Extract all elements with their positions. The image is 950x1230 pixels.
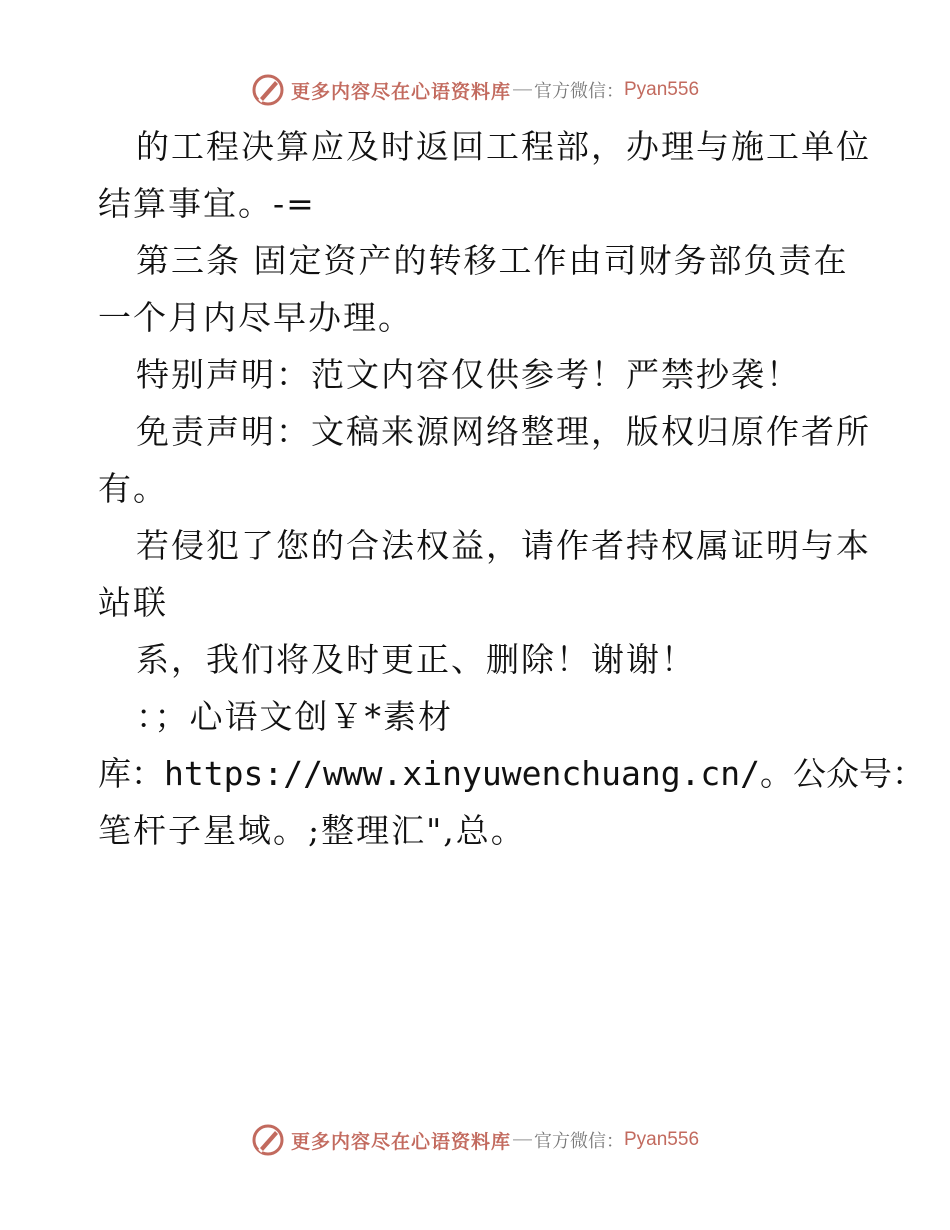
- header-banner: [0, 70, 950, 110]
- text-line: 特别声明：范文内容仅供参考！严禁抄袭！: [136, 355, 801, 394]
- quill-pen-logo-icon: [251, 1123, 285, 1157]
- banner-title: 更多内容尽在心语资料库: [290, 80, 511, 103]
- banner-wechat-id: Pyan556: [624, 79, 700, 100]
- text-line: 一个月内尽早办理。: [98, 298, 413, 337]
- footer-banner: [0, 1120, 950, 1160]
- banner-title: 更多内容尽在心语资料库: [290, 1130, 511, 1153]
- text-line: 结算事宜。-=: [98, 184, 316, 223]
- quill-pen-logo-icon: [251, 73, 285, 107]
- banner-dash: —: [513, 79, 532, 100]
- text-line: 第三条 固定资产的转移工作由司财务部负责在: [136, 241, 849, 280]
- text-line-url: 库：https://www.xinyuwenchuang.cn/。公众号：: [98, 754, 926, 793]
- text-line: 系，我们将及时更正、删除！谢谢！: [136, 640, 696, 679]
- banner-wechat-label: 官方微信：: [534, 81, 624, 102]
- text-line: 若侵犯了您的合法权益，请作者持权属证明与本: [136, 526, 871, 565]
- banner-dash: —: [513, 1129, 532, 1150]
- text-line: 有。: [98, 469, 168, 508]
- banner-wechat-id: Pyan556: [624, 1129, 700, 1150]
- banner-wechat-label: 官方微信：: [534, 1131, 624, 1152]
- text-line: 的工程决算应及时返回工程部，办理与施工单位: [136, 127, 871, 166]
- text-line: 站联: [98, 583, 168, 622]
- text-line: ：；心语文创￥*素材: [136, 697, 453, 736]
- text-line: 免责声明：文稿来源网络整理，版权归原作者所: [136, 412, 871, 451]
- text-line: 笔杆子星域。;整理汇",总。: [98, 811, 526, 850]
- document-body: [98, 118, 926, 859]
